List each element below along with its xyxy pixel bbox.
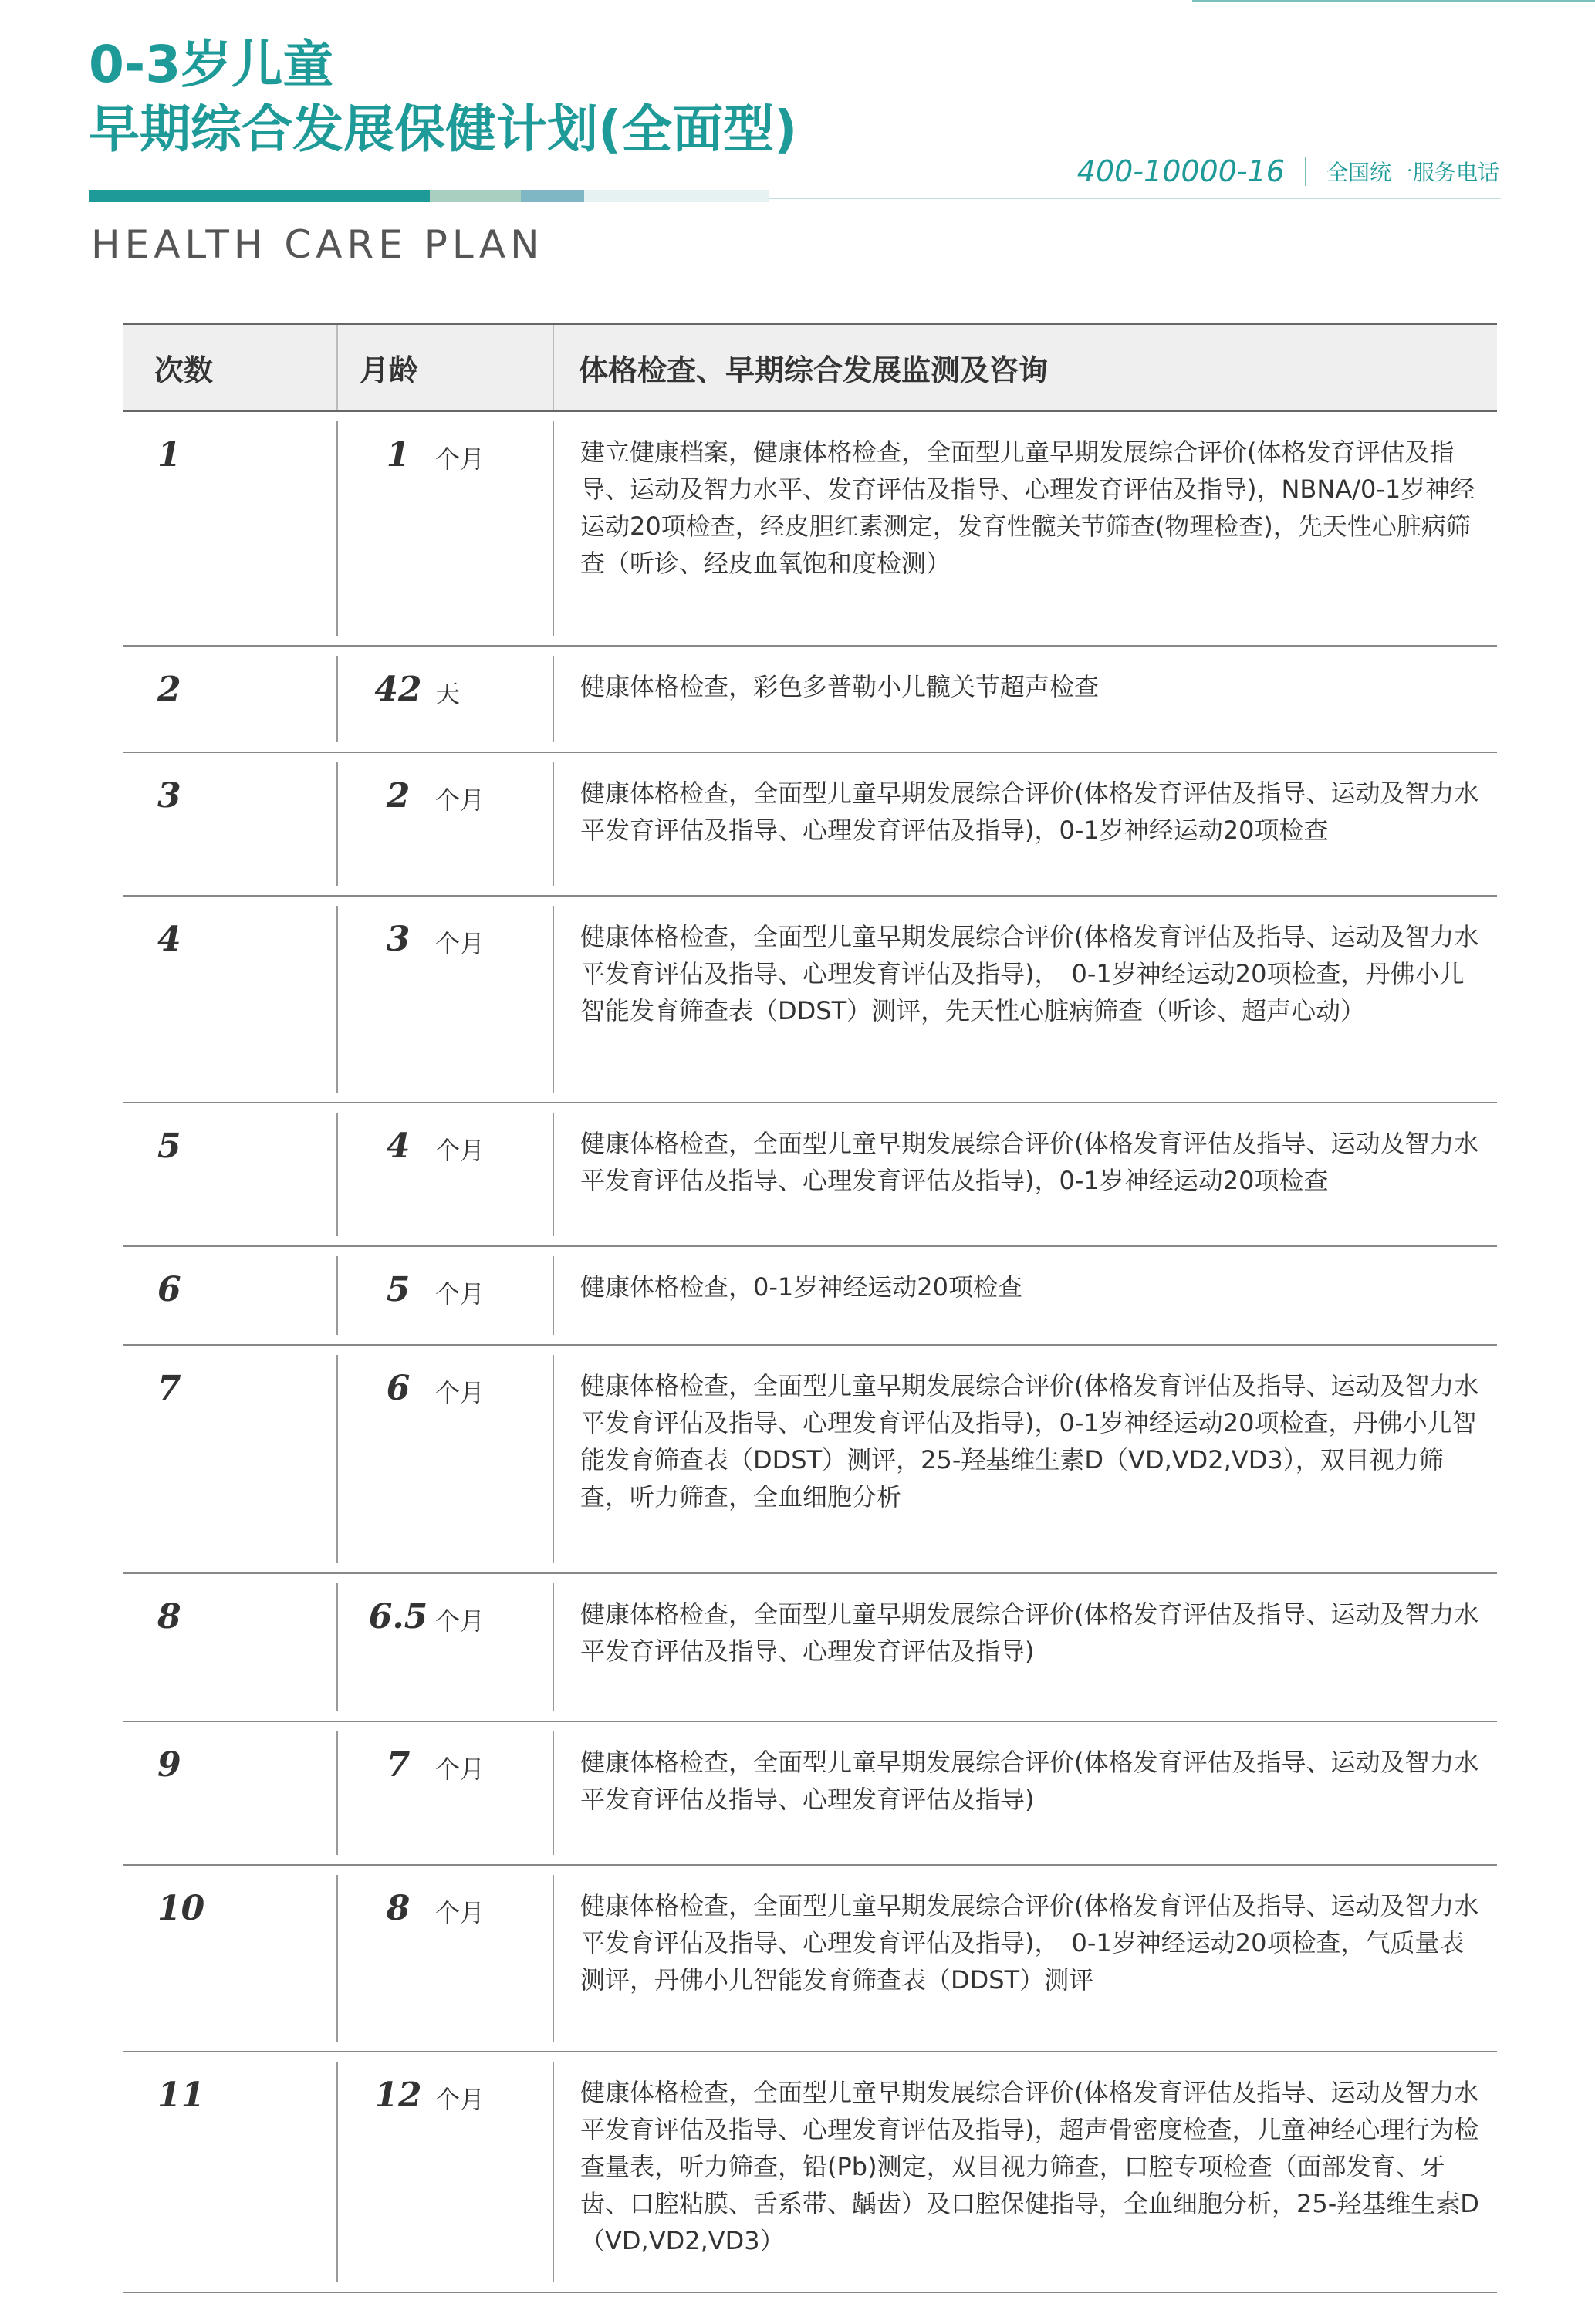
age-value: 2 xyxy=(386,776,411,816)
visit-number: 9 xyxy=(157,1745,181,1785)
table-row xyxy=(123,753,1497,897)
visit-number: 6 xyxy=(157,1270,181,1309)
header-divider xyxy=(553,325,554,410)
checkup-description: 健康体格检查，0-1岁神经运动20项检查 xyxy=(580,1272,1022,1302)
row-divider xyxy=(336,1256,338,1335)
age-unit: 个月 xyxy=(435,1279,485,1309)
checkup-description: 健康体格检查，全面型儿童早期发展综合评价(体格发育评估及指导、运动及智力水平发育评估及指导、心理发育评估及指导) xyxy=(580,1748,1479,1814)
row-divider xyxy=(336,1583,338,1711)
table-header xyxy=(123,323,1497,412)
age-value: 12 xyxy=(374,2076,422,2115)
row-divider xyxy=(553,1355,554,1563)
visit-number: 7 xyxy=(157,1369,181,1408)
checkup-description: 健康体格检查，全面型儿童早期发展综合评价(体格发育评估及指导、运动及智力水平发育评估及指导、心理发育评估及指导)，0-1岁神经运动20项检查 xyxy=(580,779,1479,845)
phone-divider xyxy=(1305,157,1306,186)
age-unit: 个月 xyxy=(435,1136,485,1165)
table-row xyxy=(123,1346,1497,1574)
age-unit: 个月 xyxy=(435,2085,485,2114)
age-unit: 个月 xyxy=(435,929,485,958)
age-value: 42 xyxy=(374,670,422,709)
checkup-description: 健康体格检查，全面型儿童早期发展综合评价(体格发育评估及指导、运动及智力水平发育评估及指导、心理发育评估及指导)， 0-1岁神经运动20项检查，丹佛小儿智能发育筛查表（DDST）测评，先天性心脏病筛查（听诊、超声心动） xyxy=(580,922,1479,1025)
row-divider xyxy=(336,421,338,636)
header-age: 月龄 xyxy=(360,353,419,387)
table-row xyxy=(123,647,1497,753)
visit-number: 4 xyxy=(157,920,181,959)
table-row xyxy=(123,1103,1497,1247)
row-divider xyxy=(336,1875,338,2042)
age-value: 6.5 xyxy=(368,1597,428,1637)
phone-label: 全国统一服务电话 xyxy=(1326,160,1499,185)
row-divider xyxy=(553,906,554,1093)
row-divider xyxy=(553,1583,554,1711)
age-value: 1 xyxy=(386,435,411,475)
visit-number: 10 xyxy=(157,1889,205,1928)
checkup-description: 健康体格检查，全面型儿童早期发展综合评价(体格发育评估及指导、运动及智力水平发育评估及指导、心理发育评估及指导)，0-1岁神经运动20项检查，丹佛小儿智能发育筛查表（DDST）测评，25-羟基维生素D（VD,VD2,VD3），双目视力筛查，听力筛查，全血细胞分析 xyxy=(580,1371,1479,1512)
table-row xyxy=(123,897,1497,1103)
table-row xyxy=(123,1866,1497,2052)
checkup-description: 健康体格检查，全面型儿童早期发展综合评价(体格发育评估及指导、运动及智力水平发育评估及指导、心理发育评估及指导)，超声骨密度检查，儿童神经心理行为检查量表，听力筛查，铅(Pb)测定，双目视力筛查，口腔专项检查（面部发育、牙齿、口腔粘膜、舌系带、龋齿）及口腔保健指导，全血细胞分析，25-羟基维生素D（VD,VD2,VD3） xyxy=(580,2078,1479,2255)
age-value: 6 xyxy=(386,1369,411,1408)
visit-number: 1 xyxy=(157,435,181,475)
color-bar-2 xyxy=(430,190,521,202)
visit-number: 11 xyxy=(157,2076,205,2115)
color-bar-strip xyxy=(89,190,769,202)
row-divider xyxy=(553,1731,554,1855)
row-divider xyxy=(553,1113,554,1236)
top-right-rule xyxy=(1192,0,1595,2)
row-divider xyxy=(336,906,338,1093)
health-care-plan-table xyxy=(123,323,1497,2293)
color-bar-3 xyxy=(521,190,584,202)
row-divider xyxy=(553,421,554,636)
row-divider xyxy=(553,656,554,742)
table-body xyxy=(123,412,1497,2293)
age-unit: 个月 xyxy=(435,1755,485,1784)
table-row xyxy=(123,2052,1497,2293)
header-checkup-items: 体格检查、早期综合发展监测及咨询 xyxy=(579,353,1049,387)
table-row xyxy=(123,1247,1497,1346)
page-title xyxy=(89,32,797,162)
row-divider xyxy=(553,1256,554,1335)
age-value: 5 xyxy=(386,1270,411,1309)
title-line-2: 早期综合发展保健计划(全面型) xyxy=(89,100,798,159)
checkup-description: 健康体格检查，全面型儿童早期发展综合评价(体格发育评估及指导、运动及智力水平发育评估及指导、心理发育评估及指导) xyxy=(580,1599,1479,1666)
header-divider xyxy=(336,325,338,410)
row-divider xyxy=(336,1731,338,1855)
table-row xyxy=(123,1722,1497,1866)
color-bar-1 xyxy=(89,190,430,202)
color-bar-4 xyxy=(584,190,769,202)
title-line-1: 0-3岁儿童 xyxy=(89,35,334,94)
header-visit-count: 次数 xyxy=(154,353,214,387)
table-row xyxy=(123,412,1497,647)
age-value: 3 xyxy=(386,920,411,959)
row-divider xyxy=(553,1875,554,2042)
subtitle: HEALTH CARE PLAN xyxy=(91,222,544,267)
age-unit: 个月 xyxy=(435,785,485,815)
visit-number: 3 xyxy=(157,776,181,816)
row-divider xyxy=(336,1355,338,1563)
row-divider xyxy=(336,1113,338,1236)
service-hotline xyxy=(1077,154,1499,188)
phone-number: 400-10000-16 xyxy=(1076,154,1285,188)
checkup-description: 建立健康档案，健康体格检查，全面型儿童早期发展综合评价(体格发育评估及指导、运动及智力水平、发育评估及指导、心理发育评估及指导)，NBNA/0-1岁神经运动20项检查，经皮胆红素测定，发育性髋关节筛查(物理检查)，先天性心脏病筛查（听诊、经皮血氧饱和度检测） xyxy=(580,437,1475,578)
age-unit: 天 xyxy=(435,679,461,708)
age-value: 8 xyxy=(386,1889,411,1928)
age-value: 4 xyxy=(386,1127,411,1166)
age-value: 7 xyxy=(386,1745,411,1785)
row-divider xyxy=(553,2062,554,2282)
checkup-description: 健康体格检查，全面型儿童早期发展综合评价(体格发育评估及指导、运动及智力水平发育评估及指导、心理发育评估及指导)，0-1岁神经运动20项检查 xyxy=(580,1129,1479,1195)
age-unit: 个月 xyxy=(435,1606,485,1636)
row-divider xyxy=(336,2062,338,2282)
row-divider xyxy=(336,762,338,886)
visit-number: 5 xyxy=(157,1127,181,1166)
checkup-description: 健康体格检查，全面型儿童早期发展综合评价(体格发育评估及指导、运动及智力水平发育评估及指导、心理发育评估及指导)， 0-1岁神经运动20项检查，气质量表测评，丹佛小儿智能发育筛查表（DDST）测评 xyxy=(580,1891,1479,1995)
row-divider xyxy=(336,656,338,742)
visit-number: 2 xyxy=(157,670,181,709)
checkup-description: 健康体格检查，彩色多普勒小儿髋关节超声检查 xyxy=(580,672,1100,701)
age-unit: 个月 xyxy=(435,444,485,474)
age-unit: 个月 xyxy=(435,1378,485,1407)
visit-number: 8 xyxy=(157,1597,181,1637)
table-row xyxy=(123,1574,1497,1722)
row-divider xyxy=(553,762,554,886)
age-unit: 个月 xyxy=(435,1898,485,1927)
